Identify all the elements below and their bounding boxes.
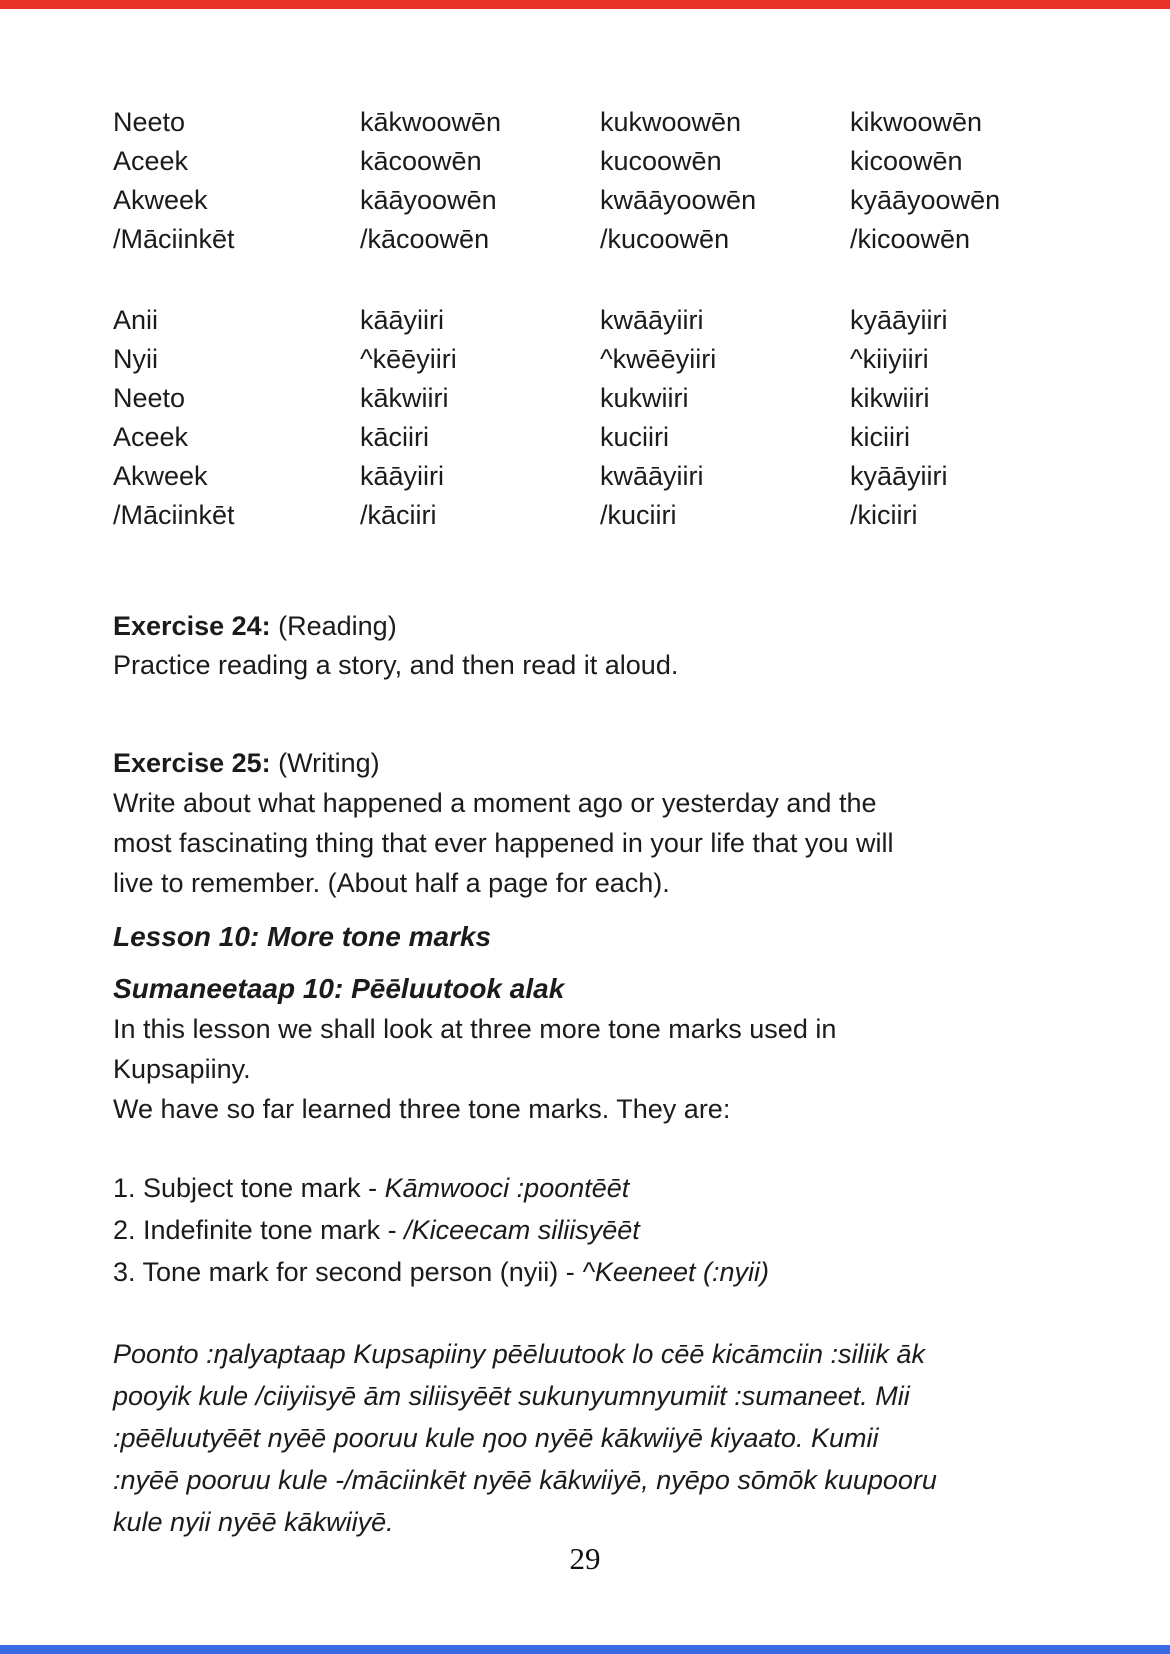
verb-cell: kicoowēn <box>850 146 963 176</box>
list-item-term: Kāmwooci :poontēēt <box>384 1173 630 1203</box>
verb-cell: kākwiiri <box>360 383 449 413</box>
verb-cell: /kāciiri <box>360 500 437 530</box>
verb-cell: ^kwēēyiiri <box>600 344 717 374</box>
verb-cell: /Māciinkēt <box>113 224 235 254</box>
table-row <box>113 418 1080 457</box>
exercise-25-mode: (Writing) <box>270 748 380 778</box>
verb-cell: Anii <box>113 305 159 335</box>
verb-cell: kwāāyiiri <box>600 461 704 491</box>
lesson-heading-kupsapiiny: Sumaneetaap 10: Pēēluutook alak <box>113 973 565 1004</box>
verb-cell: /kicoowēn <box>850 224 971 254</box>
verb-cell: kwāāyoowēn <box>600 185 757 215</box>
verb-cell: /kucoowēn <box>600 224 730 254</box>
lesson-intro-line: Kupsapiiny. <box>113 1054 251 1084</box>
lesson-intro <box>113 1009 1080 1089</box>
list-item <box>113 1209 1080 1251</box>
verb-cell: kācoowēn <box>360 146 482 176</box>
verb-cell: kāāyiiri <box>360 305 445 335</box>
verb-table-2 <box>113 301 1080 535</box>
verb-cell: kikwoowēn <box>850 107 983 137</box>
tone-marks-list <box>113 1167 1080 1293</box>
verb-cell: Neeto <box>113 107 186 137</box>
table-row <box>113 301 1080 340</box>
verb-table-1 <box>113 103 1080 259</box>
kupsapiiny-paragraph <box>113 1333 1080 1543</box>
verb-cell: kāāyoowēn <box>360 185 497 215</box>
paragraph-line: Poonto :ŋalyaptaap Kupsapiiny pēēluutook lo cēē kicāmciin :siliik āk <box>113 1339 925 1369</box>
verb-cell: kukwoowēn <box>600 107 742 137</box>
exercise-25 <box>113 743 1080 903</box>
verb-cell: kuciiri <box>600 422 670 452</box>
page-content <box>0 9 1170 1543</box>
exercise-24-mode: (Reading) <box>270 611 397 641</box>
exercise-25-heading <box>113 743 1080 783</box>
verb-cell: /kācoowēn <box>360 224 490 254</box>
verb-cell: ^kēēyiiri <box>360 344 457 374</box>
verb-cell: ^kiiyiiri <box>850 344 929 374</box>
table-row <box>113 340 1080 379</box>
paragraph-line: kule nyii nyēē kākwiiyē. <box>113 1507 394 1537</box>
verb-cell: Aceek <box>113 422 189 452</box>
list-item-term: /Kiceecam siliisyēēt <box>404 1215 640 1245</box>
exercise-24 <box>113 607 1080 685</box>
list-item-prefix: 3. Tone mark for second person (nyii) - <box>113 1257 583 1287</box>
top-scan-bar <box>0 0 1170 9</box>
verb-cell: kyāāyiiri <box>850 305 948 335</box>
verb-cell: /kiciiri <box>850 500 918 530</box>
exercise-24-body: Practice reading a story, and then read it aloud. <box>113 650 679 680</box>
verb-cell: Neeto <box>113 383 186 413</box>
verb-cell: Nyii <box>113 344 158 374</box>
verb-cell: kwāāyiiri <box>600 305 704 335</box>
page-number: 29 <box>569 1541 601 1576</box>
table-row <box>113 379 1080 418</box>
table-row <box>113 220 1080 259</box>
verb-cell: kucoowēn <box>600 146 722 176</box>
verb-cell: kāciiri <box>360 422 430 452</box>
lesson-intro-line: In this lesson we shall look at three more tone marks used in <box>113 1014 837 1044</box>
paragraph-line: :pēēluutyēēt nyēē pooruu kule ŋoo nyēē kākwiiyē kiyaato. Kumii <box>113 1423 879 1453</box>
list-item <box>113 1251 1080 1293</box>
list-item-term: ^Keeneet (:nyii) <box>582 1257 769 1287</box>
exercise-24-title: Exercise 24: <box>113 611 271 641</box>
verb-cell: Aceek <box>113 146 189 176</box>
verb-cell: Akweek <box>113 461 208 491</box>
table-row <box>113 142 1080 181</box>
exercise-25-title: Exercise 25: <box>113 748 271 778</box>
verb-cell: kāāyiiri <box>360 461 445 491</box>
list-item-prefix: 1. Subject tone mark - <box>113 1173 385 1203</box>
exercise-24-heading <box>113 607 1080 646</box>
exercise-25-body-line: most fascinating thing that ever happened in your life that you will <box>113 828 894 858</box>
list-item <box>113 1167 1080 1209</box>
verb-cell: kākwoowēn <box>360 107 502 137</box>
verb-cell: kyāāyoowēn <box>850 185 1001 215</box>
table-row <box>113 457 1080 496</box>
exercise-25-body-line: live to remember. (About half a page for each). <box>113 868 670 898</box>
bottom-scan-bar <box>0 1645 1170 1654</box>
verb-cell: kikwiiri <box>850 383 930 413</box>
lesson-heading-english: Lesson 10: More tone marks <box>113 921 492 952</box>
verb-cell: /Māciinkēt <box>113 500 235 530</box>
verb-cell: Akweek <box>113 185 208 215</box>
exercise-25-body-line: Write about what happened a moment ago or yesterday and the <box>113 788 877 818</box>
verb-cell: /kuciiri <box>600 500 677 530</box>
verb-cell: kyāāyiiri <box>850 461 948 491</box>
verb-cell: kukwiiri <box>600 383 689 413</box>
lesson-learned-line: We have so far learned three tone marks. They are: <box>113 1094 731 1124</box>
table-row <box>113 181 1080 220</box>
paragraph-line: :nyēē pooruu kule -/māciinkēt nyēē kākwiiyē, nyēpo sōmōk kuupooru <box>113 1465 937 1495</box>
verb-cell: kiciiri <box>850 422 910 452</box>
table-row <box>113 496 1080 535</box>
paragraph-line: pooyik kule /ciiyiisyē ām siliisyēēt sukunyumnyumiit :sumaneet. Mii <box>113 1381 910 1411</box>
table-row <box>113 103 1080 142</box>
list-item-prefix: 2. Indefinite tone mark - <box>113 1215 405 1245</box>
